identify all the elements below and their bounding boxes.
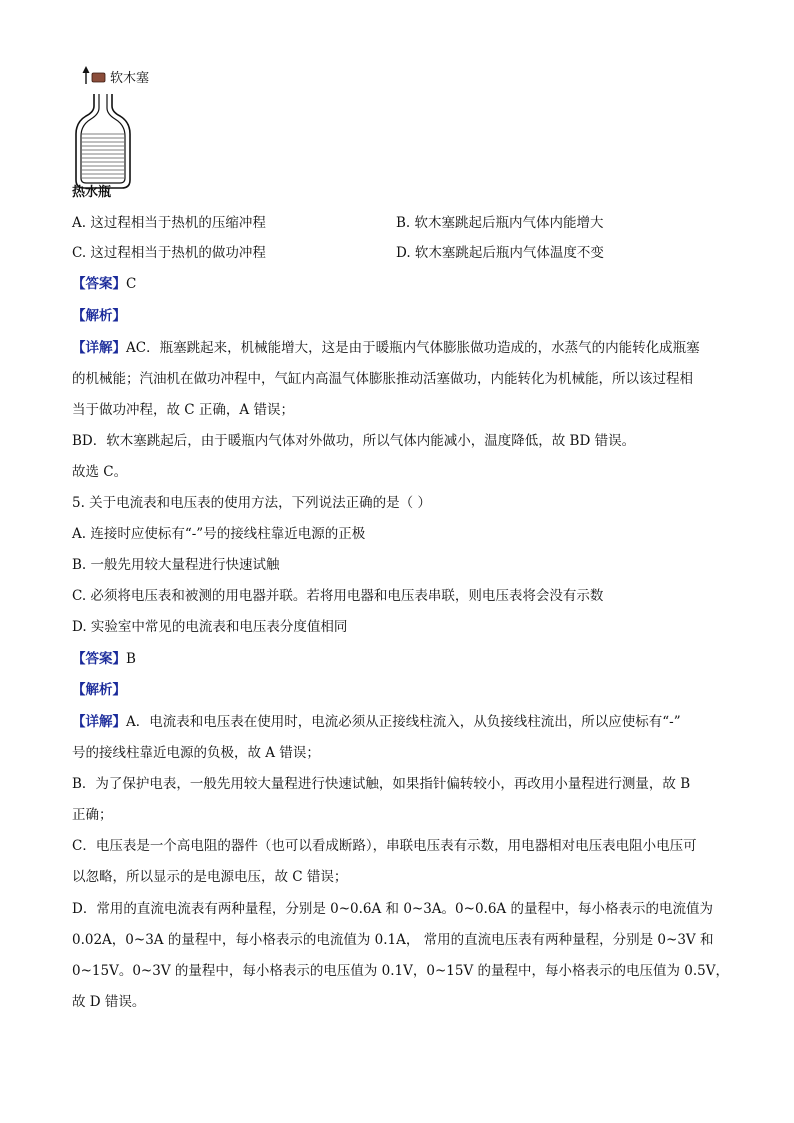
q4-detail-line-3: 当于做功冲程，故 C 正确，A 错误；: [72, 402, 294, 418]
q5-option-c: C. 必须将电压表和被测的用电器并联。若将用电器和电压表串联，则电压表将会没有示数: [72, 588, 604, 604]
cork-icon: [92, 73, 105, 82]
q5-answer-value: B: [126, 651, 136, 667]
q4-detail-line-2: 的机械能；汽油机在做功冲程中，气缸内高温气体膨胀推动活塞做功，内能转化为机械能，所以该过程相: [72, 371, 693, 387]
q5-detail-line-2: 号的接线柱靠近电源的负极，故 A 错误；: [72, 745, 320, 761]
water-hatch: [82, 134, 124, 178]
q4-option-d: D. 软木塞跳起后瓶内气体温度不变: [396, 245, 604, 261]
q5-detail-line-10: 故 D 错误。: [72, 994, 146, 1010]
answer-tag: 【答案】: [72, 276, 126, 292]
q4-answer: [72, 275, 136, 293]
q4-option-c: C. 这过程相当于热机的做功冲程: [72, 245, 266, 261]
q5-answer: 【答案】B: [72, 651, 136, 667]
bottle-label: 热水瓶: [72, 185, 112, 198]
q4-option-a: A. 这过程相当于热机的压缩冲程: [72, 215, 266, 231]
q4-option-b: B. 软木塞跳起后瓶内气体内能增大: [396, 215, 604, 231]
q5-option-a: A. 连接时应使标有“-”号的接线柱靠近电源的正极: [72, 526, 366, 542]
q5-option-d: D. 实验室中常见的电流表和电压表分度值相同: [72, 619, 348, 635]
q4-detail-line-5: 故选 C。: [72, 464, 128, 480]
q5-analysis-tag: 【解析】: [72, 682, 126, 698]
q4-detail-line-4: BD．软木塞跳起后，由于暖瓶内气体对外做功，所以气体内能减小，温度降低，故 BD 错误。: [72, 433, 636, 449]
q5-detail-line-6: 以忽略，所以显示的是电源电压，故 C 错误；: [72, 869, 348, 885]
thermos-figure: [64, 62, 204, 202]
q5-detail-line-9: 0~15V。0~3V 的量程中，每小格表示的电压值为 0.1V，0~15V 的量程中，每小格表示的电压值为 0.5V，: [72, 963, 729, 979]
q4-answer-value: C: [126, 276, 137, 292]
q4-detail-line-1: 【详解】AC．瓶塞跳起来，机械能增大，这是由于暖瓶内气体膨胀做功造成的，水蒸气的内能转化成瓶塞: [72, 340, 700, 356]
detail-tag: 【详解】: [72, 340, 126, 356]
q5-detail-line-3: B．为了保护电表，一般先用较大量程进行快速试触，如果指针偏转较小，再改用小量程进行测量，故 B: [72, 776, 691, 792]
arrow-head-icon: [83, 66, 90, 73]
q5-detail-line-5: C．电压表是一个高电阻的器件（也可以看成断路），串联电压表有示数，用电器相对电压表电阻小电压可: [72, 838, 697, 854]
q5-option-b: B. 一般先用较大量程进行快速试触: [72, 557, 280, 573]
q5-detail-line-1: 【详解】A．电流表和电压表在使用时，电流必须从正接线柱流入，从负接线柱流出，所以应使标有“-”: [72, 714, 681, 730]
q5-detail-line-8: 0.02A，0~3A 的量程中，每小格表示的电流值为 0.1A， 常用的直流电压表有两种量程，分别是 0~3V 和: [72, 932, 714, 948]
q5-stem: 5. 关于电流表和电压表的使用方法，下列说法正确的是（ ）: [72, 495, 431, 511]
q4-analysis-tag: 【解析】: [72, 308, 126, 324]
q5-detail-line-7: D．常用的直流电流表有两种量程，分别是 0~0.6A 和 0~3A。0~0.6A 的量程中，每小格表示的电流值为: [72, 901, 713, 917]
cork-label: 软木塞: [110, 71, 150, 86]
q5-detail-line-4: 正确；: [72, 807, 113, 823]
